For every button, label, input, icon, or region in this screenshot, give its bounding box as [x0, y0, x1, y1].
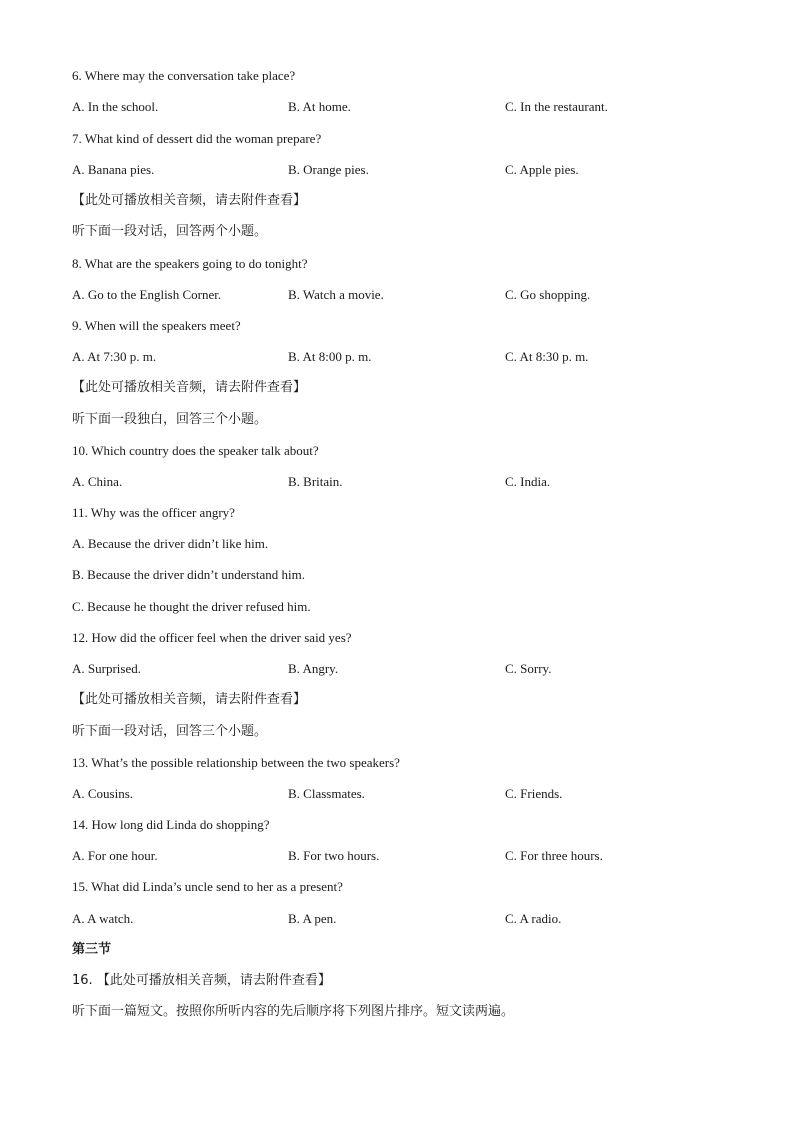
- option-a: A. At 7:30 p. m.: [72, 349, 157, 364]
- question-number: 16.: [72, 973, 93, 988]
- option-c: C. Go shopping.: [505, 287, 591, 302]
- options-12: [72, 661, 732, 677]
- option-a: A. Banana pies.: [72, 162, 155, 177]
- option-b: B. A pen.: [288, 911, 337, 926]
- option-c: C. A radio.: [505, 911, 562, 926]
- question-8: 8. What are the speakers going to do tonight?: [72, 256, 308, 271]
- option-a: A. Because the driver didn’t like him.: [72, 536, 269, 551]
- audio-note: 【此处可播放相关音频，请去附件查看】: [72, 692, 307, 707]
- options-13: [72, 786, 732, 802]
- question-11: 11. Why was the officer angry?: [72, 505, 235, 520]
- question-10: 10. Which country does the speaker talk about?: [72, 443, 319, 458]
- option-c: C. Friends.: [505, 786, 563, 801]
- options-7: [72, 162, 732, 178]
- question-14: 14. How long did Linda do shopping?: [72, 817, 270, 832]
- option-c: C. For three hours.: [505, 848, 603, 863]
- question-16: [72, 973, 331, 989]
- options-10: [72, 474, 732, 490]
- options-8: [72, 287, 732, 303]
- option-a: A. In the school.: [72, 99, 159, 114]
- question-12: 12. How did the officer feel when the driver said yes?: [72, 630, 352, 645]
- instruction: 听下面一段对话，回答两个小题。: [72, 224, 268, 239]
- section-title: 第三节: [72, 942, 112, 957]
- question-9: 9. When will the speakers meet?: [72, 318, 241, 333]
- option-b: B. At 8:00 p. m.: [288, 349, 372, 364]
- question-7: 7. What kind of dessert did the woman prepare?: [72, 131, 322, 146]
- instruction: 听下面一篇短文。按照你所听内容的先后顺序将下列图片排序。短文读两遍。: [72, 1004, 515, 1019]
- question-13: 13. What’s the possible relationship between the two speakers?: [72, 755, 400, 770]
- option-a: A. Surprised.: [72, 661, 141, 676]
- option-c: C. Sorry.: [505, 661, 552, 676]
- option-b: B. At home.: [288, 99, 351, 114]
- options-9: [72, 349, 732, 365]
- option-c: C. Apple pies.: [505, 162, 579, 177]
- option-b: B. Watch a movie.: [288, 287, 384, 302]
- instruction: 听下面一段对话，回答三个小题。: [72, 724, 268, 739]
- option-c: C. In the restaurant.: [505, 99, 608, 114]
- audio-note: 【此处可播放相关音频，请去附件查看】: [72, 380, 307, 395]
- options-6: [72, 99, 732, 115]
- option-b: B. Angry.: [288, 661, 339, 676]
- option-a: A. Cousins.: [72, 786, 134, 801]
- option-a: A. China.: [72, 474, 123, 489]
- audio-note: 【此处可播放相关音频，请去附件查看】: [96, 973, 331, 988]
- option-b: B. Orange pies.: [288, 162, 369, 177]
- options-14: [72, 848, 732, 864]
- options-15: [72, 911, 732, 927]
- option-b: B. For two hours.: [288, 848, 380, 863]
- option-c: C. At 8:30 p. m.: [505, 349, 589, 364]
- option-b: B. Britain.: [288, 474, 343, 489]
- question-15: 15. What did Linda’s uncle send to her as a present?: [72, 879, 343, 894]
- option-a: A. For one hour.: [72, 848, 158, 863]
- instruction: 听下面一段独白，回答三个小题。: [72, 412, 268, 427]
- option-b: B. Because the driver didn’t understand him.: [72, 567, 305, 582]
- option-a: A. A watch.: [72, 911, 134, 926]
- audio-note: 【此处可播放相关音频，请去附件查看】: [72, 193, 307, 208]
- option-c: C. India.: [505, 474, 551, 489]
- question-6: 6. Where may the conversation take place?: [72, 68, 296, 83]
- option-b: B. Classmates.: [288, 786, 365, 801]
- option-a: A. Go to the English Corner.: [72, 287, 222, 302]
- option-c: C. Because he thought the driver refused him.: [72, 599, 311, 614]
